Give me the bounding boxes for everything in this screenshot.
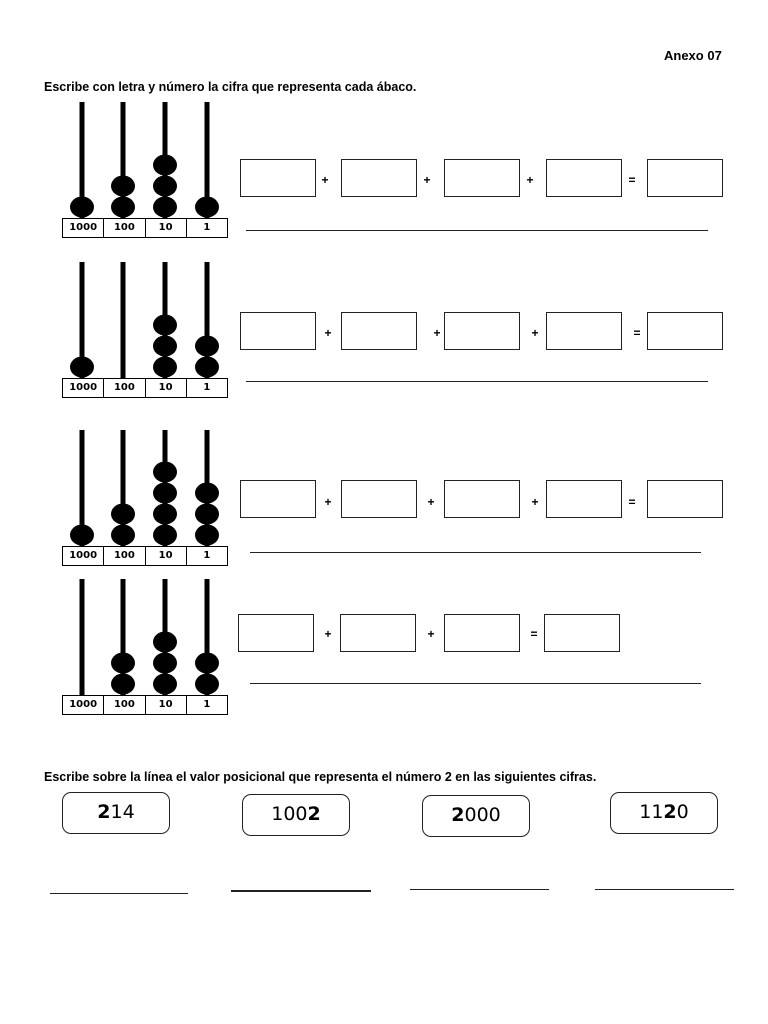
label-units: 1 xyxy=(203,382,211,393)
abacus-rod-hundreds xyxy=(121,262,126,378)
label-thousands: 1000 xyxy=(63,547,104,565)
operator-2-2: + xyxy=(433,326,441,340)
operator-1-4: = xyxy=(628,173,636,187)
abacus-bead-tens xyxy=(153,176,177,197)
number-part: 100 xyxy=(271,803,308,825)
answer-box-2-4[interactable] xyxy=(546,312,622,350)
abacus-bead-hundreds xyxy=(111,504,135,525)
label-hundreds: 100 xyxy=(104,219,145,237)
answer-box-1-1[interactable] xyxy=(240,159,316,197)
answer-box-3-total[interactable] xyxy=(647,480,723,518)
number-card-2 xyxy=(242,794,350,836)
abacus-bead-tens xyxy=(153,504,177,525)
abacus-bead-units xyxy=(195,357,219,378)
abacus-bead-tens xyxy=(153,483,177,504)
digit-two: 2 xyxy=(307,803,321,825)
answer-line-2[interactable] xyxy=(231,890,371,892)
answer-box-2-3[interactable] xyxy=(444,312,520,350)
answer-box-3-4[interactable] xyxy=(546,480,622,518)
abacus-bead-tens xyxy=(153,462,177,483)
answer-line-3[interactable] xyxy=(410,889,549,890)
operator-3-1: + xyxy=(324,495,332,509)
abacus-bead-tens xyxy=(153,653,177,674)
operator-3-2: + xyxy=(427,495,435,509)
digit-two: 2 xyxy=(451,804,465,826)
abacus-bead-tens xyxy=(153,632,177,653)
write-line-4[interactable] xyxy=(250,683,701,684)
label-units: 1 xyxy=(203,550,211,561)
abacus-place-labels xyxy=(62,695,228,715)
abacus-bead-thousands xyxy=(70,197,94,218)
answer-line-1[interactable] xyxy=(50,893,188,894)
answer-box-4-total[interactable] xyxy=(544,614,620,652)
abacus-place-labels xyxy=(62,218,228,238)
abacus-bead-hundreds xyxy=(111,197,135,218)
answer-box-3-3[interactable] xyxy=(444,480,520,518)
section2-instruction: Escribe sobre la línea el valor posicional que representa el número 2 en las siguientes cifras. xyxy=(44,770,597,784)
abacus-bead-units xyxy=(195,336,219,357)
answer-box-1-2[interactable] xyxy=(341,159,417,197)
abacus-rods xyxy=(62,102,228,218)
number-part: 000 xyxy=(464,804,501,826)
abacus-bead-tens xyxy=(153,525,177,546)
label-units: 1 xyxy=(203,699,211,710)
operator-4-3: = xyxy=(530,627,538,641)
abacus-place-labels xyxy=(62,546,228,566)
abacus-bead-units xyxy=(195,504,219,525)
abacus-bead-thousands xyxy=(70,525,94,546)
digit-two: 2 xyxy=(97,801,111,823)
label-hundreds: 100 xyxy=(104,696,145,714)
abacus-bead-units xyxy=(195,674,219,695)
abacus-bead-hundreds xyxy=(111,176,135,197)
section1-instruction: Escribe con letra y número la cifra que representa cada ábaco. xyxy=(44,80,417,94)
abacus-rods xyxy=(62,262,228,378)
answer-box-4-2[interactable] xyxy=(340,614,416,652)
abacus-bead-units xyxy=(195,197,219,218)
answer-box-1-4[interactable] xyxy=(546,159,622,197)
write-line-3[interactable] xyxy=(250,552,701,553)
operator-3-3: + xyxy=(531,495,539,509)
operator-2-4: = xyxy=(633,326,641,340)
answer-box-4-1[interactable] xyxy=(238,614,314,652)
label-tens: 10 xyxy=(146,547,187,565)
label-tens: 10 xyxy=(146,696,187,714)
label-units: 1 xyxy=(203,222,211,233)
number-part: 0 xyxy=(676,801,689,823)
answer-box-1-total[interactable] xyxy=(647,159,723,197)
answer-box-2-2[interactable] xyxy=(341,312,417,350)
abacus-rod-thousands xyxy=(80,579,85,695)
abacus-rods xyxy=(62,579,228,695)
label-thousands: 1000 xyxy=(63,696,104,714)
label-hundreds: 100 xyxy=(104,379,145,397)
answer-box-3-2[interactable] xyxy=(341,480,417,518)
answer-box-4-3[interactable] xyxy=(444,614,520,652)
answer-line-4[interactable] xyxy=(595,889,734,890)
number-card-4 xyxy=(610,792,718,834)
operator-1-1: + xyxy=(321,173,329,187)
abacus-bead-hundreds xyxy=(111,653,135,674)
digit-two: 2 xyxy=(663,801,677,823)
answer-box-2-1[interactable] xyxy=(240,312,316,350)
number-card-3 xyxy=(422,795,530,837)
abacus-bead-tens xyxy=(153,336,177,357)
operator-1-3: + xyxy=(526,173,534,187)
abacus-bead-units xyxy=(195,525,219,546)
abacus-bead-hundreds xyxy=(111,525,135,546)
operator-3-4: = xyxy=(628,495,636,509)
abacus-bead-units xyxy=(195,483,219,504)
label-thousands: 1000 xyxy=(63,379,104,397)
abacus-bead-tens xyxy=(153,155,177,176)
operator-2-1: + xyxy=(324,326,332,340)
abacus-bead-tens xyxy=(153,197,177,218)
answer-box-1-3[interactable] xyxy=(444,159,520,197)
label-thousands: 1000 xyxy=(63,219,104,237)
number-part: 11 xyxy=(639,801,664,823)
abacus-bead-tens xyxy=(153,315,177,336)
abacus-bead-units xyxy=(195,653,219,674)
abacus-rods xyxy=(62,430,228,546)
write-line-1[interactable] xyxy=(246,230,708,231)
abacus-bead-tens xyxy=(153,357,177,378)
answer-box-2-total[interactable] xyxy=(647,312,723,350)
abacus-bead-hundreds xyxy=(111,674,135,695)
abacus-bead-thousands xyxy=(70,357,94,378)
number-card-1 xyxy=(62,792,170,834)
abacus-place-labels xyxy=(62,378,228,398)
operator-2-3: + xyxy=(531,326,539,340)
label-tens: 10 xyxy=(146,219,187,237)
operator-4-2: + xyxy=(427,627,435,641)
annex-label: Anexo 07 xyxy=(664,48,722,63)
operator-4-1: + xyxy=(324,627,332,641)
label-hundreds: 100 xyxy=(104,547,145,565)
write-line-2[interactable] xyxy=(246,381,708,382)
number-part: 14 xyxy=(110,801,135,823)
label-tens: 10 xyxy=(146,379,187,397)
answer-box-3-1[interactable] xyxy=(240,480,316,518)
abacus-bead-tens xyxy=(153,674,177,695)
operator-1-2: + xyxy=(423,173,431,187)
